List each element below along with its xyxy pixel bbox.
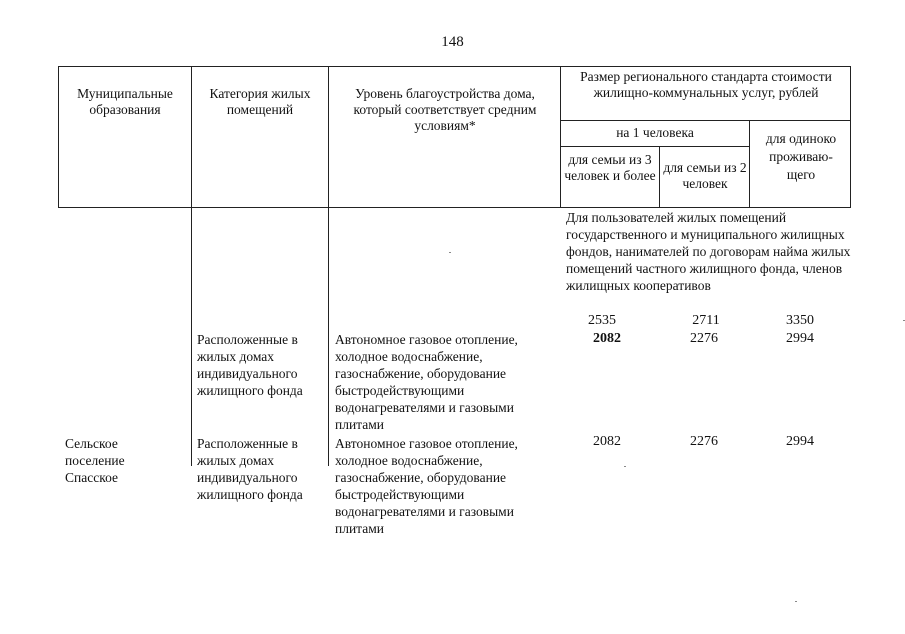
header-bottom-border bbox=[58, 207, 851, 208]
row-level: Автономное газовое отопление, холодное водоснабжение, газоснабжение, оборудование быстродействующими водонагревателями и газовыми плитами bbox=[335, 332, 518, 432]
header-divider-2 bbox=[328, 66, 329, 466]
row-municipality: Сельское поселение Спасское bbox=[65, 436, 125, 485]
intro-value-family2: 2711 bbox=[692, 313, 720, 328]
intro-value-family3: 2535 bbox=[588, 313, 616, 328]
scan-speck bbox=[795, 601, 797, 602]
row-level: Автономное газовое отопление, холодное водоснабжение, газоснабжение, оборудование быстродействующими водонагревателями и газовыми плитами bbox=[335, 436, 518, 536]
header-border-left bbox=[58, 66, 59, 208]
header-divider-5 bbox=[749, 120, 750, 208]
header-divider-1 bbox=[191, 66, 192, 466]
page-number: 148 bbox=[441, 34, 464, 50]
header-category: Категория жилых помещений bbox=[209, 86, 311, 117]
header-family2: для семьи из 2 человек bbox=[663, 160, 747, 191]
header-single: для одиноко проживаю-щего bbox=[765, 131, 837, 182]
header-family3: для семьи из 3 человек и более bbox=[564, 152, 656, 183]
row-category: Расположенные в жилых домах индивидуального жилищного фонда bbox=[197, 436, 303, 502]
intro-text: Для пользователей жилых помещений государственного и муниципального жилищных фондов, нанимателей по договорам найма жилых помещений частного жилищного фонда, членов жилищных кооперативов bbox=[566, 210, 851, 293]
header-divider-4 bbox=[659, 146, 660, 208]
header-per-person: на 1 человека bbox=[616, 125, 694, 140]
intro-value-single: 3350 bbox=[786, 313, 814, 328]
header-municipality: Муниципальные образования bbox=[77, 86, 173, 117]
row-value-single: 2994 bbox=[786, 331, 814, 346]
header-subdivider bbox=[560, 120, 851, 121]
row-value-family3: 2082 bbox=[593, 434, 621, 449]
row-value-single: 2994 bbox=[786, 434, 814, 449]
header-subdivider-2 bbox=[560, 146, 749, 147]
row-value-family2: 2276 bbox=[690, 331, 718, 346]
row-category: Расположенные в жилых домах индивидуального жилищного фонда bbox=[197, 332, 303, 398]
header-border-right bbox=[850, 66, 851, 208]
scan-speck bbox=[624, 466, 626, 467]
row-value-family2: 2276 bbox=[690, 434, 718, 449]
header-level: Уровень благоустройства дома, который соответствует средним условиям* bbox=[353, 86, 537, 133]
header-top-border bbox=[58, 66, 851, 67]
header-standard: Размер регионального стандарта стоимости жилищно-коммунальных услуг, рублей bbox=[580, 69, 832, 100]
scan-speck bbox=[449, 252, 451, 253]
row-value-family3: 2082 bbox=[593, 331, 621, 346]
